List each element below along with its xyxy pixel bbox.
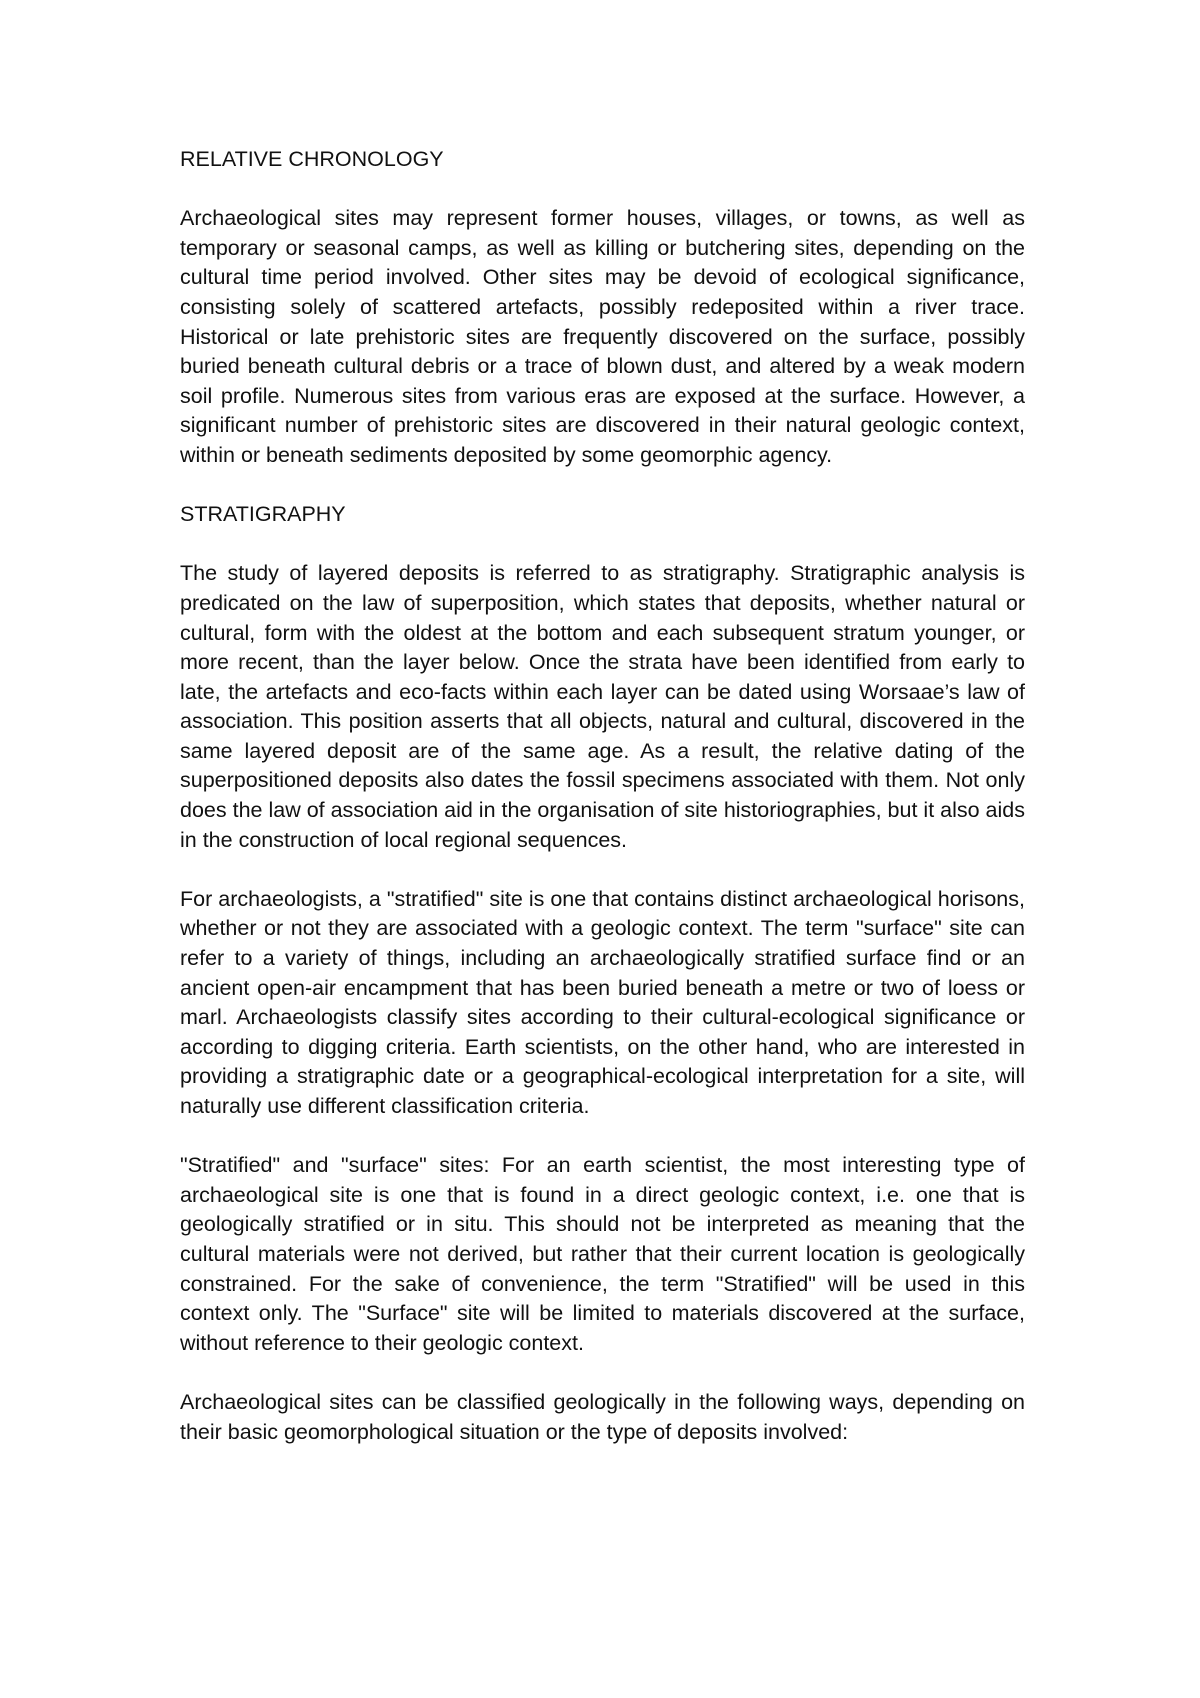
paragraph-geologic-classification: Archaeological sites can be classified geologically in the following ways, depending on their basic geomorphological situation or the type of deposits involved: xyxy=(180,1389,1025,1444)
section-heading-stratigraphy: STRATIGRAPHY xyxy=(180,502,346,527)
paragraph-archaeological-sites: Archaeological sites may represent former houses, villages, or towns, as well as temporary or seasonal camps, as well as killing or butchering sites, depending on the cultural time period involved. Other sites may be devoid of ecological significance, consisting solely of scattered artefacts, possibly redeposited within a river trace. Historical or late prehistoric sites are frequently discovered on the surface, possibly buried beneath cultural debris or a trace of blown dust, and altered by a weak modern soil profile. Numerous sites from various eras are exposed at the surface. However, a significant number of prehistoric sites are discovered in their natural geologic context, within or beneath sediments deposited by some geomorphic agency. xyxy=(180,206,1025,467)
paragraph-stratified-and-surface-sites: "Stratified" and "surface" sites: For an earth scientist, the most interesting type of archaeological site is one that is found in a direct geologic context, i.e. one that is geologically stratified or in situ. This should not be interpreted as meaning that the cultural materials were not derived, but rather that their current location is geologically constrained. For the sake of convenience, the term "Stratified" will be used in this context only. The "Surface" site will be limited to materials discovered at the surface, without reference to their geologic context. xyxy=(180,1153,1025,1355)
paragraph-layered-deposits: The study of layered deposits is referred to as stratigraphy. Stratigraphic analysis is predicated on the law of superposition, which states that deposits, whether natural or cultural, form with the oldest at the bottom and each subsequent stratum younger, or more recent, than the layer below. Once the strata have been identified from early to late, the artefacts and eco-facts within each layer can be dated using Worsaae’s law of association. This position asserts that all objects, natural and cultural, discovered in the same layered deposit are of the same age. As a result, the relative dating of the superpositioned deposits also dates the fossil specimens associated with them. Not only does the law of association aid in the organisation of site historiographies, but it also aids in the construction of local regional sequences. xyxy=(180,561,1025,852)
document-body xyxy=(180,145,1025,1447)
paragraph-stratified-site-definition: For archaeologists, a "stratified" site is one that contains distinct archaeological horisons, whether or not they are associated with a geologic context. The term "surface" site can refer to a variety of things, including an archaeologically stratified surface find or an ancient open-air encampment that has been buried beneath a metre or two of loess or marl. Archaeologists classify sites according to their cultural-ecological significance or according to digging criteria. Earth scientists, on the other hand, who are interested in providing a stratigraphic date or a geographical-ecological interpretation for a site, will naturally use different classification criteria. xyxy=(180,886,1025,1118)
section-heading-relative-chronology: RELATIVE CHRONOLOGY xyxy=(180,147,444,171)
